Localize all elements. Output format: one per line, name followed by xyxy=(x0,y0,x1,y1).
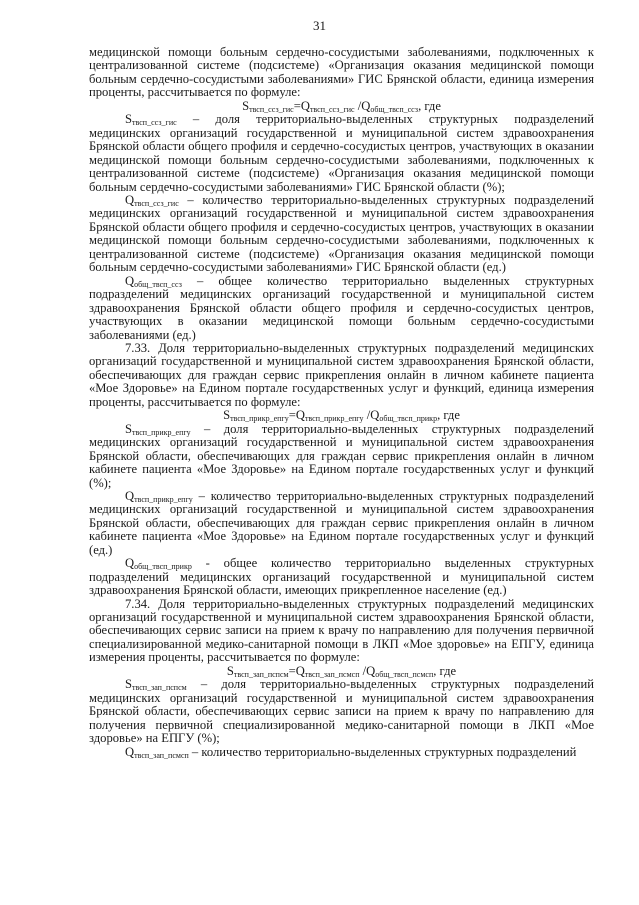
paragraph-intro: медицинской помощи больным сердечно-сосудистыми заболеваниями, подключенных к централизованной системе (подсистеме) «Организация оказания медицинской помощи больным сердечно-сосудистыми заболеваниями» ГИС Брянской области, единица измерения проценты, рассчитывается по формуле: xyxy=(89,45,594,100)
definition-s-prikr-epgu: $S_{твсп\_прикр\_епгу}$ – доля территориально-выделенных структурных подразделений медицинских организаций государственной и муниципальной систем здравоохранения Брянской области, обеспечивающих для граждан сервис прикрепления онлайн в личном кабинете пациента «Мое Здоровье» на Едином портале государственных услуг и функций (%); xyxy=(89,421,594,490)
definition-q-prikr-epgu: $Q_{твсп\_прикр\_епгу}$ – количество территориально-выделенных структурных подразделений медицинских организаций государственной и муниципальной систем здравоохранения Брянской области, обеспечивающих для граждан сервис прикрепления онлайн в личном кабинете пациента «Мое Здоровье» на Едином портале государственных услуг и функций (ед.) xyxy=(89,488,594,557)
definition-q-obsch-prikr: $Q_{общ\_твсп\_прикр}$ - общее количество территориально выделенных структурных подразделений медицинских организаций государственной и муниципальной систем здравоохранения Брянской области, имеющих прикрепленное население (ед.) xyxy=(89,556,594,598)
definition-s-ssz-gis: $S_{твсп\_ссз\_гис}$ – доля территориально-выделенных структурных подразделений медицинских организаций государственной и муниципальной систем здравоохранения Брянской области общего профиля и сердечно-сосудистых центров, участвующих в оказании медицинской помощи больным сердечно-сосудистыми заболеваниями, подключенных к централизованной системе (подсистеме) «Организация оказания медицинской помощи больным сердечно-сосудистыми заболеваниями» ГИС Брянской области (%); xyxy=(89,112,594,194)
formula-zap-pspsm: $S_{твсп\_зап\_пспсм}=Q_{твсп\_зап\_пcмсп}$ $/Q_{общ\_твсп\_пcмсп}$, где xyxy=(226,663,457,679)
page-number: 31 xyxy=(313,18,326,33)
definition-q-zap-pcmsp: $Q_{твсп\_зап\_пcмсп}$ – количество территориально-выделенных структурных подразделений xyxy=(125,744,577,760)
definition-s-zap-pspsm: $S_{твсп\_зап\_пспсм}$ – доля территориально-выделенных структурных подразделений медицинских организаций государственной и муниципальной систем здравоохранения Брянской области, обеспечивающих сервис записи на прием к врачу по направлению для получения первичной специализированной медико-санитарной помощи в ЛКП «Мое здоровье» на ЕПГУ (%); xyxy=(89,677,594,746)
page-content xyxy=(89,46,594,759)
definition-q-obsch-ssz: $Q_{общ\_твсп\_ссз}$ – общее количество территориально выделенных структурных подразделений медицинских организаций государственной и муниципальной систем здравоохранения Брянской области общего профиля и сердечно-сосудистых центров, участвующих в оказании медицинской помощи больным сердечно-сосудистыми заболеваниями (ед.) xyxy=(89,273,594,342)
formula-ssz-gis: $S_{твсп\_ссз\_гис}=Q_{твсп\_ссз\_гис}$ $/Q_{общ\_твсп\_ссз}$, где xyxy=(242,98,441,114)
definition-q-ssz-gis: $Q_{твсп\_ссз\_гис}$ – количество территориально-выделенных структурных подразделений медицинских организаций государственной и муниципальной систем здравоохранения Брянской области общего профиля и сердечно-сосудистых центров, участвующих в оказании медицинской помощи больным сердечно-сосудистыми заболеваниями, подключенных к централизованной системе (подсистеме) «Организация оказания медицинской помощи больным сердечно-сосудистыми заболеваниями» ГИС Брянской области (ед.) xyxy=(89,192,594,275)
paragraph-7-33: 7.33. Доля территориально-выделенных структурных подразделений медицинских организаций государственной и муниципальной систем здравоохранения Брянской области, обеспечивающих для граждан сервис прикрепления онлайн в личном кабинете пациента «Мое Здоровье» на Едином портале государственных услуг и функций, единица измерения проценты, рассчитывается по формуле: xyxy=(89,340,594,409)
paragraph-7-34: 7.34. Доля территориально-выделенных структурных подразделений медицинских организаций государственной и муниципальной систем здравоохранения Брянской области, обеспечивающих сервис записи на прием к врачу по направлению для получения первичной специализированной медико-санитарной помощи в ЛКП «Мое здоровье» на ЕПГУ, единица измерения проценты, рассчитывается по формуле: xyxy=(89,596,594,665)
formula-prikr-epgu: $S_{твсп\_прикр\_епгу}=Q_{твсп\_прикр\_епгу}$ $/Q_{общ\_твсп\_прикр}$, где xyxy=(223,408,460,424)
